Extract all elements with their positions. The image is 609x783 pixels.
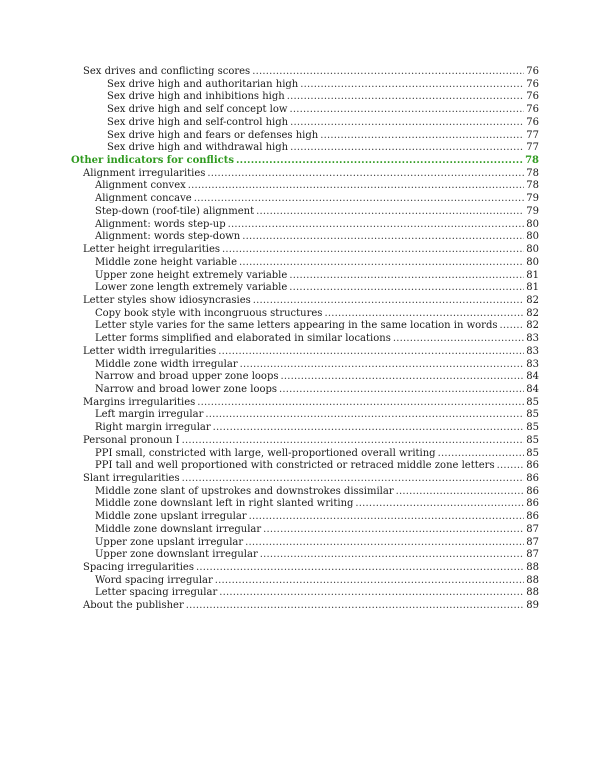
toc-page-number: 80 <box>526 231 539 243</box>
toc-entry[interactable] <box>0 562 609 575</box>
toc-entry-label: Slant irregularities <box>83 473 180 484</box>
toc-page-number: 85 <box>526 447 539 459</box>
toc-entry[interactable] <box>0 587 609 600</box>
toc-entry[interactable] <box>0 448 609 461</box>
toc-entry-label: Alignment convex <box>95 180 186 192</box>
toc-page-number: 86 <box>526 485 539 497</box>
toc-page-number: 76 <box>526 66 539 77</box>
dot-leader <box>260 549 524 562</box>
toc-entry-label: Middle zone slant of upstrokes and downstrokes dissimilar <box>95 485 394 497</box>
dot-leader <box>290 117 524 130</box>
toc-entry-label: Word spacing irregular <box>95 574 213 586</box>
toc-page-number: 76 <box>526 91 539 103</box>
toc-page-number: 87 <box>526 536 539 548</box>
toc-page-number: 78 <box>526 180 539 192</box>
toc-entry-label: Letter forms simplified and elaborated in similar locations <box>95 333 391 345</box>
dot-leader <box>207 168 524 181</box>
toc-entry[interactable] <box>0 320 609 333</box>
dot-leader <box>438 448 524 461</box>
toc-entry-label: Upper zone height extremely variable <box>95 269 288 281</box>
toc-entry-label: Alignment: words step-up <box>95 218 226 230</box>
toc-entry-label: Letter height irregularities <box>83 244 220 256</box>
toc-page-number: 78 <box>525 155 539 167</box>
toc-entry[interactable] <box>0 193 609 206</box>
toc-entry-label: About the publisher <box>83 600 184 612</box>
toc-entry[interactable] <box>0 486 609 499</box>
toc-entry-label: Alignment irregularities <box>83 167 206 179</box>
toc-entry-label: Alignment concave <box>95 193 192 205</box>
toc-entry[interactable] <box>0 333 609 346</box>
toc-entry[interactable] <box>0 66 609 79</box>
toc-entry[interactable] <box>0 180 609 193</box>
toc-entry-label: PPI small, constricted with large, well-proportioned overall writing <box>95 447 436 459</box>
toc-entry-label: Narrow and broad lower zone loops <box>95 383 278 395</box>
toc-entry-label: Sex drive high and fears or defenses high <box>107 129 319 141</box>
toc-page-number: 76 <box>526 104 539 116</box>
toc-entry-label: Lower zone length extremely variable <box>95 282 288 294</box>
toc-page-number: 80 <box>526 244 539 256</box>
toc-entry[interactable] <box>0 79 609 92</box>
toc-entry-label: Left margin irregular <box>95 409 204 421</box>
dot-leader <box>228 219 524 232</box>
toc-page-number: 80 <box>526 218 539 230</box>
dot-leader <box>245 537 524 550</box>
dot-leader <box>290 142 524 155</box>
toc-page-number: 85 <box>526 396 539 408</box>
dot-leader <box>320 130 524 143</box>
toc-entry-label: Personal pronoun I <box>83 434 180 446</box>
toc-entry[interactable] <box>0 295 609 308</box>
dot-leader <box>242 231 524 244</box>
dot-leader <box>182 473 524 486</box>
toc-page-number: 82 <box>526 307 539 319</box>
toc-page-number: 81 <box>526 282 539 294</box>
toc-entry-label: Sex drive high and authoritarian high <box>107 78 299 90</box>
toc-page-number: 89 <box>526 600 539 612</box>
dot-leader <box>497 460 524 473</box>
toc-page-number: 77 <box>526 142 539 154</box>
toc-page-number: 84 <box>526 383 539 395</box>
dot-leader <box>289 104 524 117</box>
toc-page-number: 86 <box>526 460 539 472</box>
toc-page-number: 82 <box>526 320 539 332</box>
toc-entry-label: Upper zone upslant irregular <box>95 536 244 548</box>
toc-entry[interactable] <box>0 371 609 384</box>
toc-page-number: 87 <box>526 549 539 561</box>
dot-leader <box>289 270 524 283</box>
toc-entry-label: Sex drive high and withdrawal high <box>107 142 289 154</box>
dot-leader <box>324 308 524 321</box>
toc-page-number: 85 <box>526 434 539 446</box>
dot-leader <box>236 155 524 168</box>
toc-entry[interactable] <box>0 460 609 473</box>
toc-entry-label: Sex drives and conflicting scores <box>83 66 251 77</box>
toc-entry-label: Letter width irregularities <box>83 345 217 357</box>
toc-entry[interactable] <box>0 91 609 104</box>
dot-leader <box>222 244 524 257</box>
toc-entry[interactable] <box>0 206 609 219</box>
toc-entry[interactable] <box>0 219 609 232</box>
toc-entry[interactable] <box>0 142 609 155</box>
toc-page-number: 80 <box>526 256 539 268</box>
toc-entry[interactable] <box>0 575 609 588</box>
toc-page-number: 81 <box>526 269 539 281</box>
toc-entry[interactable] <box>0 231 609 244</box>
toc-page-number: 88 <box>526 574 539 586</box>
toc-entry[interactable] <box>0 600 609 613</box>
toc-page-number: 76 <box>526 116 539 128</box>
toc-entry-label: PPI tall and well proportioned with constricted or retraced middle zone letters <box>95 460 495 472</box>
dot-leader <box>205 409 524 422</box>
toc-entry-label: Middle zone width irregular <box>95 358 238 370</box>
toc-page-number: 83 <box>526 358 539 370</box>
toc-page-number: 79 <box>526 193 539 205</box>
toc-entry[interactable] <box>0 346 609 359</box>
toc-page-number: 84 <box>526 371 539 383</box>
toc-entry[interactable] <box>0 359 609 372</box>
dot-leader <box>219 587 524 600</box>
toc-entry-label: Narrow and broad upper zone loops <box>95 371 279 383</box>
toc-entry-label: Alignment: words step-down <box>95 231 241 243</box>
toc-page-number: 78 <box>526 167 539 179</box>
toc-entry[interactable] <box>0 104 609 117</box>
toc-entry-label: Letter spacing irregular <box>95 587 218 599</box>
toc-entry[interactable] <box>0 244 609 257</box>
toc-entry[interactable] <box>0 473 609 486</box>
dot-leader <box>280 371 524 384</box>
toc-page-number: 85 <box>526 422 539 434</box>
dot-leader <box>300 79 524 92</box>
dot-leader <box>256 206 524 219</box>
toc-page-number: 77 <box>526 129 539 141</box>
toc-entry-label: Middle zone downslant left in right slanted writing <box>95 498 354 510</box>
toc-entry-label: Sex drive high and self concept low <box>107 104 288 116</box>
table-of-contents <box>0 66 609 613</box>
dot-leader <box>196 562 524 575</box>
dot-leader <box>279 384 524 397</box>
dot-leader <box>240 359 524 372</box>
toc-page-number: 88 <box>526 587 539 599</box>
toc-page-number: 86 <box>526 498 539 510</box>
dot-leader <box>252 66 524 79</box>
toc-entry-label: Sex drive high and self-control high <box>107 116 289 128</box>
dot-leader <box>182 435 524 448</box>
toc-entry[interactable] <box>0 435 609 448</box>
toc-page-number: 87 <box>526 523 539 535</box>
toc-entry[interactable] <box>0 282 609 295</box>
toc-page-number: 85 <box>526 409 539 421</box>
dot-leader <box>500 320 525 333</box>
dot-leader <box>289 282 524 295</box>
toc-entry[interactable] <box>0 384 609 397</box>
toc-entry-label: Letter styles show idiosyncrasies <box>83 294 251 306</box>
toc-entry[interactable] <box>0 498 609 511</box>
toc-entry[interactable] <box>0 130 609 143</box>
toc-page-number: 79 <box>526 205 539 217</box>
toc-page-number: 83 <box>526 333 539 345</box>
toc-entry[interactable] <box>0 422 609 435</box>
dot-leader <box>197 397 524 410</box>
toc-page-number: 86 <box>526 473 539 484</box>
dot-leader <box>249 511 524 524</box>
toc-entry-label: Copy book style with incongruous structures <box>95 307 323 319</box>
dot-leader <box>218 346 524 359</box>
toc-entry[interactable] <box>0 308 609 321</box>
toc-entry-label: Middle zone height variable <box>95 256 238 268</box>
toc-entry-label: Sex drive high and inhibitions high <box>107 91 285 103</box>
dot-leader <box>213 422 524 435</box>
toc-entry[interactable] <box>0 257 609 270</box>
toc-entry[interactable] <box>0 511 609 524</box>
dot-leader <box>215 575 524 588</box>
toc-entry-label: Other indicators for conflicts <box>71 155 234 167</box>
dot-leader <box>396 486 524 499</box>
toc-entry[interactable] <box>0 168 609 181</box>
toc-entry-label: Middle zone upslant irregular <box>95 511 247 523</box>
toc-entry[interactable] <box>0 117 609 130</box>
toc-entry-label: Step-down (roof-tile) alignment <box>95 205 255 217</box>
dot-leader <box>263 524 524 537</box>
dot-leader <box>287 91 524 104</box>
toc-entry[interactable] <box>0 270 609 283</box>
toc-page-number: 76 <box>526 78 539 90</box>
dot-leader <box>239 257 524 270</box>
dot-leader <box>186 600 524 613</box>
toc-page-number: 83 <box>526 345 539 357</box>
toc-entry[interactable] <box>0 537 609 550</box>
toc-page-number: 86 <box>526 511 539 523</box>
toc-entry-label: Upper zone downslant irregular <box>95 549 258 561</box>
dot-leader <box>188 180 524 193</box>
toc-entry[interactable] <box>0 397 609 410</box>
toc-entry-label: Middle zone downslant irregular <box>95 523 262 535</box>
toc-entry-label: Right margin irregular <box>95 422 211 434</box>
toc-entry-label: Letter style varies for the same letters appearing in the same location in words <box>95 320 498 332</box>
dot-leader <box>253 295 524 308</box>
toc-section-heading[interactable] <box>0 155 609 168</box>
dot-leader <box>393 333 524 346</box>
toc-entry[interactable] <box>0 524 609 537</box>
toc-entry-label: Spacing irregularities <box>83 562 194 574</box>
dot-leader <box>355 498 524 511</box>
toc-entry-label: Margins irregularities <box>83 396 196 408</box>
toc-entry[interactable] <box>0 549 609 562</box>
dot-leader <box>194 193 524 206</box>
toc-page-number: 88 <box>526 562 539 574</box>
toc-entry[interactable] <box>0 409 609 422</box>
toc-page-number: 82 <box>526 294 539 306</box>
